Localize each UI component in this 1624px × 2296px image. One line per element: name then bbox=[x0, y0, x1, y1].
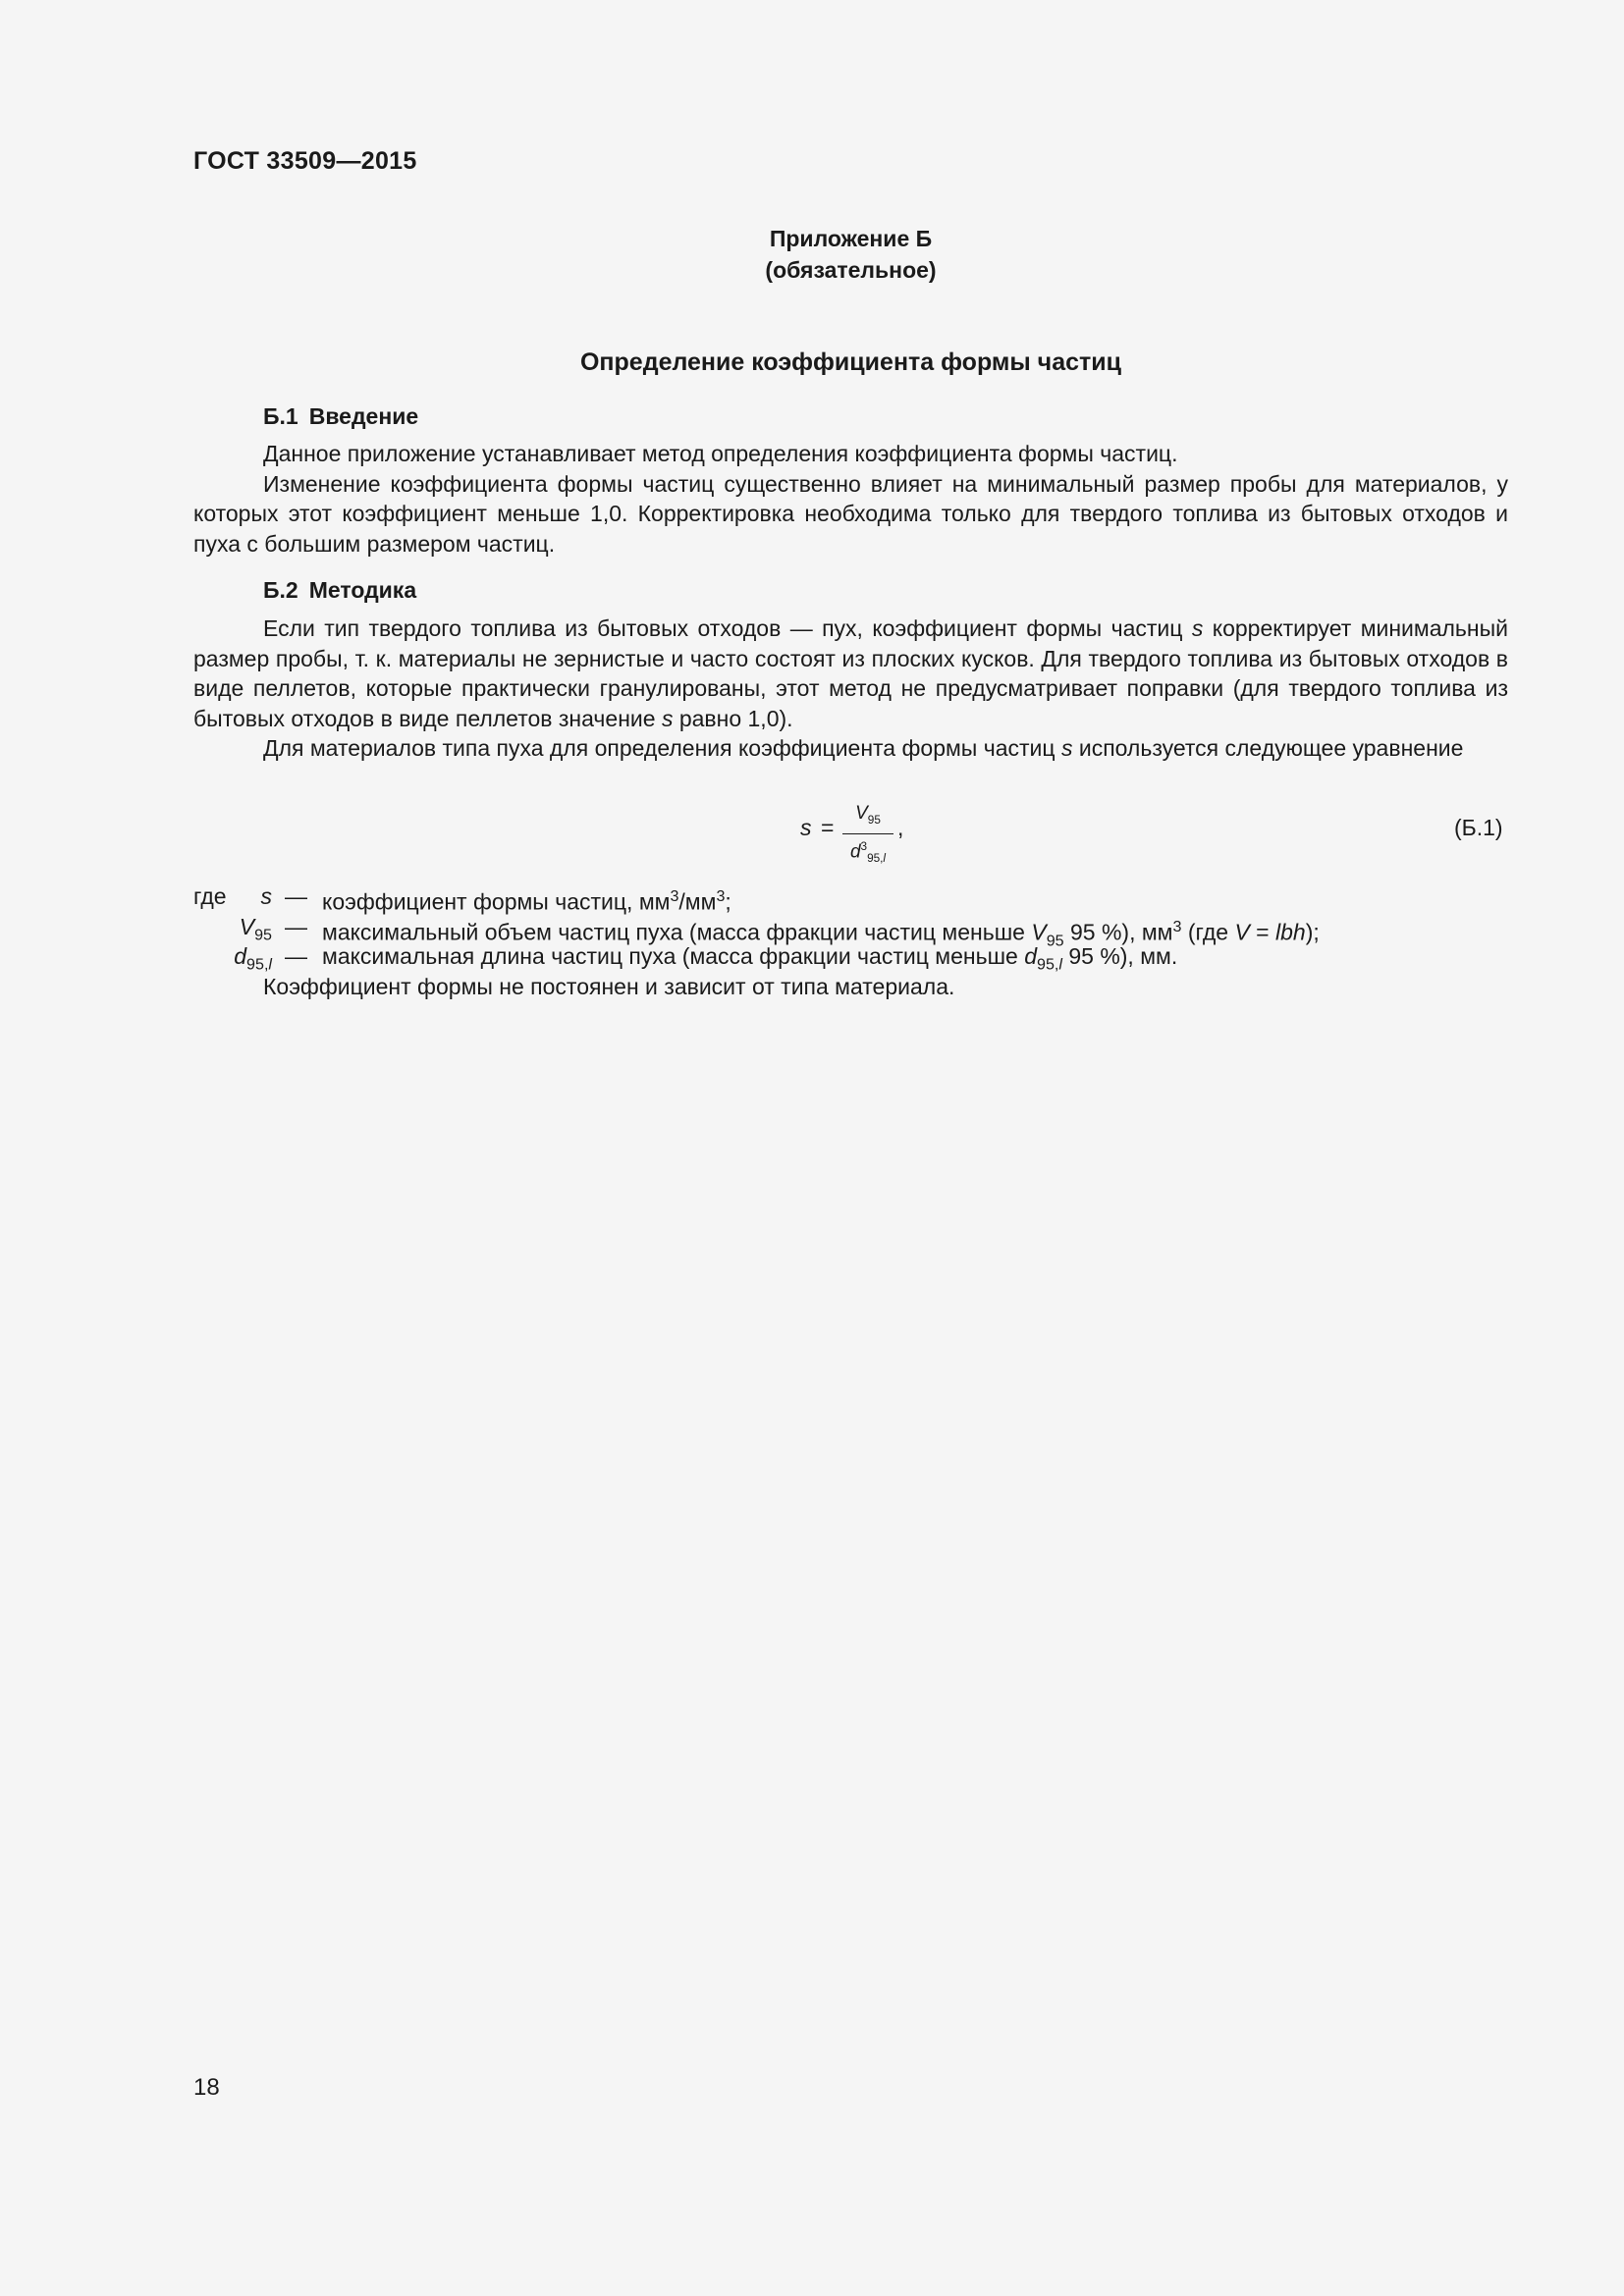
section-2-number: Б.2 bbox=[263, 577, 298, 603]
text-run: 95 %), мм. bbox=[1061, 943, 1178, 969]
text-run: ; bbox=[725, 888, 731, 915]
formula-denominator bbox=[842, 834, 893, 872]
section-1-body bbox=[193, 439, 1508, 559]
annex-heading: Определение коэффициента формы частиц bbox=[579, 348, 1121, 376]
text-run: равно 1,0). bbox=[673, 705, 793, 731]
symbol-s: s bbox=[1060, 735, 1073, 761]
section-2-heading bbox=[263, 577, 416, 604]
sup: 3 bbox=[716, 887, 726, 905]
formula-lhs: s bbox=[800, 815, 812, 840]
sub-l: l bbox=[883, 851, 887, 865]
definitions-list bbox=[193, 881, 1568, 1001]
sub-text: 95, bbox=[867, 851, 884, 865]
formula-b1 bbox=[0, 803, 1624, 880]
text-run: /мм bbox=[678, 888, 717, 915]
formula-comma: , bbox=[897, 815, 904, 840]
var-lbh: lbh bbox=[1275, 919, 1306, 945]
definition-symbol: s bbox=[260, 883, 272, 909]
definition-row bbox=[193, 941, 1568, 972]
sub bbox=[867, 852, 886, 865]
text-run: используется следующее уравнение bbox=[1072, 735, 1464, 761]
definition-row bbox=[193, 881, 1568, 915]
text-run: корректирует минимальный размер пробы, т. к. материалы не зернистые и часто состоят из плоских кусков. Для твердого топлива из бытовых отходов в виде пеллетов, которые практически гранулированы, этот метод не предусматривает поправки (для твердого топлива из бытовых отходов в виде пеллетов значение bbox=[193, 615, 1508, 731]
text-run: коэффициент формы частиц, мм bbox=[322, 888, 671, 915]
definition-dash: — bbox=[285, 883, 307, 909]
sup: 3 bbox=[670, 887, 679, 905]
sub: 95 bbox=[867, 813, 881, 827]
var-v: V bbox=[239, 913, 255, 939]
section-1-title: Введение bbox=[308, 403, 419, 429]
text-run: (где bbox=[1181, 919, 1235, 945]
text-run: = bbox=[1249, 919, 1276, 945]
var-v: V bbox=[855, 803, 868, 824]
page-number: 18 bbox=[193, 2074, 220, 2101]
definition-dash: — bbox=[285, 913, 307, 939]
formula-equals: = bbox=[821, 815, 835, 840]
sub-l: l bbox=[268, 955, 272, 974]
section-1-paragraph-1: Данное приложение устанавливает метод определения коэффициента формы частиц. bbox=[263, 441, 1178, 466]
section-2-paragraph-2 bbox=[193, 733, 1508, 764]
formula-number: (Б.1) bbox=[1454, 815, 1503, 840]
text-run: максимальная длина частиц пуха (масса фракции частиц меньше bbox=[322, 943, 1025, 969]
symbol-s: s bbox=[661, 705, 674, 731]
sub: 95 bbox=[254, 926, 272, 944]
sub-text: 95, bbox=[246, 955, 269, 974]
symbol-s: s bbox=[1191, 615, 1204, 641]
definition-note: Коэффициент формы не постоянен и зависит от типа материала. bbox=[263, 973, 955, 999]
text-run: Для материалов типа пуха для определения коэффициента формы частиц bbox=[263, 735, 1061, 761]
sup: 3 bbox=[860, 839, 868, 853]
section-2-paragraph-1 bbox=[193, 614, 1508, 733]
document-code: ГОСТ 33509—2015 bbox=[193, 147, 417, 175]
var-d: d bbox=[234, 943, 247, 969]
sub-text: 95, bbox=[1037, 955, 1059, 974]
var-d: d bbox=[849, 841, 861, 863]
definition-dash: — bbox=[285, 943, 307, 969]
section-2-title: Методика bbox=[308, 577, 417, 603]
formula-fraction bbox=[842, 803, 893, 872]
section-1-paragraph-2: Изменение коэффициента формы частиц существенно влияет на минимальный размер пробы для материалов, у которых этот коэффициент меньше 1,0. Корректировка необходима только для твердого топлива из бытовых отходов и пуха с большим размером частиц. bbox=[193, 470, 1508, 557]
sub-l: l bbox=[1058, 955, 1062, 974]
var-v: V bbox=[1031, 919, 1047, 945]
sup: 3 bbox=[1172, 917, 1182, 935]
annex-status: (обязательное) bbox=[765, 257, 937, 283]
var-d: d bbox=[1024, 943, 1037, 969]
text-run: максимальный объем частиц пуха (масса фракции частиц меньше bbox=[322, 919, 1032, 945]
section-1-number: Б.1 bbox=[263, 403, 298, 429]
section-2-body bbox=[193, 614, 1508, 764]
text-run: Если тип твердого топлива из бытовых отходов — пух, коэффициент формы частиц bbox=[263, 615, 1192, 641]
section-1-heading bbox=[263, 403, 418, 430]
definition-row bbox=[193, 912, 1568, 949]
text-run: ); bbox=[1305, 919, 1320, 945]
definition-note-row bbox=[193, 972, 1568, 1002]
var-v: V bbox=[1234, 919, 1250, 945]
annex-title: Приложение Б bbox=[769, 226, 933, 251]
text-run: 95 %), мм bbox=[1063, 919, 1173, 945]
formula-numerator bbox=[842, 803, 893, 834]
sub: 95 bbox=[1046, 931, 1064, 949]
definitions-lead: где bbox=[193, 883, 227, 909]
